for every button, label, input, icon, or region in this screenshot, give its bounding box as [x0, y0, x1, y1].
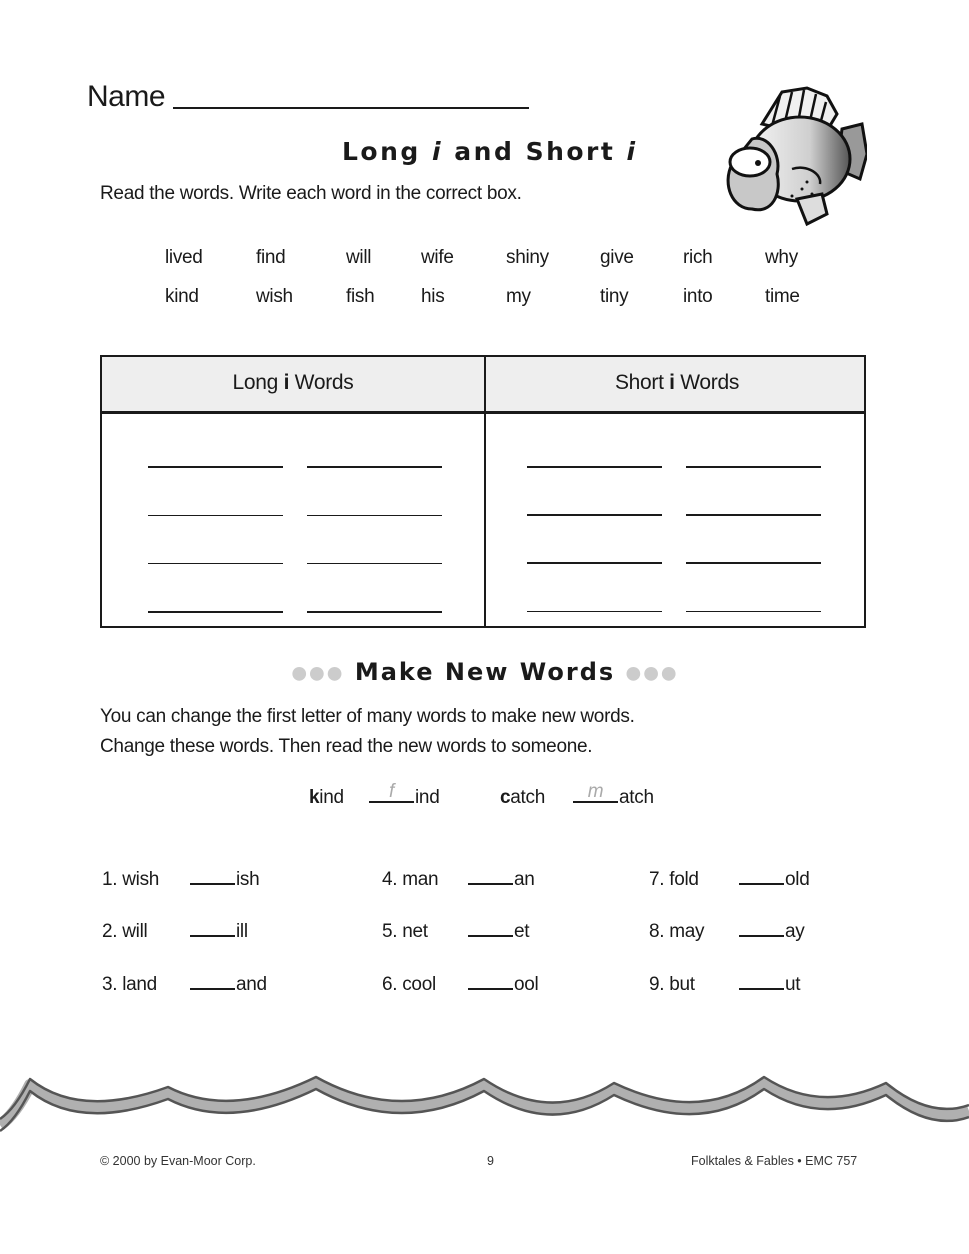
table-header	[102, 357, 864, 414]
answer-blank[interactable]	[190, 974, 235, 990]
word-bank-item: give	[600, 247, 634, 268]
long-i-answer-line[interactable]	[148, 515, 283, 516]
word-bank-item: tiny	[600, 286, 629, 307]
header-letter: i	[669, 371, 675, 394]
header-text: Short	[614, 371, 670, 394]
section-instructions-1: You can change the first letter of many words to make new words.	[100, 706, 635, 727]
title-middle: and Short	[443, 137, 627, 166]
word-bank-item: find	[256, 247, 286, 268]
short-i-answer-line[interactable]	[686, 562, 821, 564]
decorative-dots-icon: ●●●	[625, 662, 679, 684]
answer-blank[interactable]	[468, 921, 513, 937]
exercise-suffix: old	[785, 869, 810, 890]
short-i-answer-line[interactable]	[686, 514, 821, 516]
exercise-label: 6. cool	[382, 974, 436, 995]
word-bank-item: time	[765, 286, 800, 307]
page-title	[342, 137, 638, 166]
header-text: Words	[674, 371, 740, 394]
column-divider	[484, 357, 486, 626]
example-suffix: atch	[619, 787, 654, 808]
word-bank-item: wish	[256, 286, 293, 307]
exercise-label: 3. land	[102, 974, 157, 995]
long-i-answer-line[interactable]	[307, 611, 442, 613]
instructions: Read the words. Write each word in the correct box.	[100, 183, 522, 204]
exercise-label: 5. net	[382, 921, 428, 942]
section-title	[280, 658, 690, 686]
exercise-suffix: and	[236, 974, 267, 995]
exercise-label: 9. but	[649, 974, 695, 995]
example-first-letter: k	[309, 787, 320, 808]
example-first-letter: c	[500, 787, 511, 808]
decorative-dots-icon: ●●●	[291, 662, 345, 684]
word-bank-item: my	[506, 286, 531, 307]
exercise-suffix: ool	[514, 974, 539, 995]
title-letter-1: i	[432, 137, 444, 166]
short-i-answer-line[interactable]	[527, 562, 662, 564]
exercise-label: 8. may	[649, 921, 705, 942]
title-letter-2: i	[626, 137, 638, 166]
name-label: Name	[87, 80, 166, 113]
example-word	[500, 787, 545, 809]
word-bank-item: shiny	[506, 247, 549, 268]
example-suffix: ind	[415, 787, 440, 808]
exercise-answer	[739, 869, 809, 891]
word-bank-item: why	[765, 247, 798, 268]
word-bank-item: rich	[683, 247, 713, 268]
word-bank-item: will	[346, 247, 372, 268]
short-i-answer-line[interactable]	[527, 466, 662, 468]
example-blank	[369, 781, 414, 803]
section-instructions-2: Change these words. Then read the new words to someone.	[100, 736, 593, 757]
name-input-line[interactable]	[173, 107, 529, 109]
long-i-answer-line[interactable]	[307, 563, 442, 564]
fish-illustration	[712, 84, 867, 232]
example-answer	[369, 781, 440, 809]
example-blank	[573, 781, 618, 803]
example-answer-letter: m	[587, 781, 604, 802]
answer-blank[interactable]	[190, 869, 235, 885]
short-i-answer-line[interactable]	[527, 514, 662, 516]
answer-blank[interactable]	[739, 869, 784, 885]
answer-blank[interactable]	[468, 869, 513, 885]
exercise-answer	[190, 921, 248, 943]
exercise-answer	[739, 974, 800, 996]
word-bank-item: his	[421, 286, 445, 307]
short-i-answer-line[interactable]	[527, 611, 662, 612]
answer-blank[interactable]	[468, 974, 513, 990]
exercise-suffix: ut	[785, 974, 801, 995]
exercise-suffix: an	[514, 869, 535, 890]
exercise-answer	[468, 869, 535, 891]
exercise-label: 4. man	[382, 869, 439, 890]
example-rest: ind	[319, 787, 344, 808]
exercise-label: 2. will	[102, 921, 148, 942]
footer-book-title: Folktales & Fables • EMC 757	[691, 1154, 858, 1168]
long-i-answer-line[interactable]	[148, 611, 283, 613]
long-i-answer-line[interactable]	[148, 563, 283, 564]
column-header-short-i	[486, 371, 868, 395]
exercise-answer	[468, 974, 538, 996]
short-i-answer-line[interactable]	[686, 466, 821, 468]
header-text: Words	[289, 371, 354, 394]
exercise-label: 1. wish	[102, 869, 160, 890]
exercise-suffix: et	[514, 921, 530, 942]
word-bank-item: wife	[421, 247, 454, 268]
word-sort-table	[100, 355, 866, 628]
exercise-suffix: ish	[236, 869, 260, 890]
footer-copyright: © 2000 by Evan-Moor Corp.	[100, 1154, 256, 1168]
word-bank-item: kind	[165, 286, 199, 307]
footer-page-number: 9	[487, 1154, 494, 1168]
column-header-long-i	[102, 371, 484, 395]
section-title-text: Make New Words	[354, 658, 616, 686]
example-rest: atch	[510, 787, 545, 808]
answer-blank[interactable]	[190, 921, 235, 937]
exercise-answer	[468, 921, 529, 943]
word-bank-item: fish	[346, 286, 375, 307]
exercise-label: 7. fold	[649, 869, 699, 890]
long-i-answer-line[interactable]	[307, 515, 442, 516]
answer-blank[interactable]	[739, 974, 784, 990]
short-i-answer-line[interactable]	[686, 611, 821, 612]
header-letter: i	[283, 371, 290, 394]
exercise-answer	[739, 921, 804, 943]
exercise-suffix: ill	[236, 921, 248, 942]
long-i-answer-line[interactable]	[148, 466, 283, 468]
exercise-answer	[190, 974, 267, 996]
answer-blank[interactable]	[739, 921, 784, 937]
exercise-suffix: ay	[785, 921, 805, 942]
header-text: Long	[232, 371, 284, 394]
word-bank-item: lived	[165, 247, 203, 268]
example-answer-letter: f	[389, 781, 394, 802]
title-prefix: Long	[342, 137, 433, 166]
exercise-answer	[190, 869, 259, 891]
long-i-answer-line[interactable]	[307, 466, 442, 468]
word-bank-item: into	[683, 286, 713, 307]
example-answer	[573, 781, 654, 809]
wave-border-decoration	[0, 1075, 969, 1135]
example-word	[309, 787, 344, 809]
